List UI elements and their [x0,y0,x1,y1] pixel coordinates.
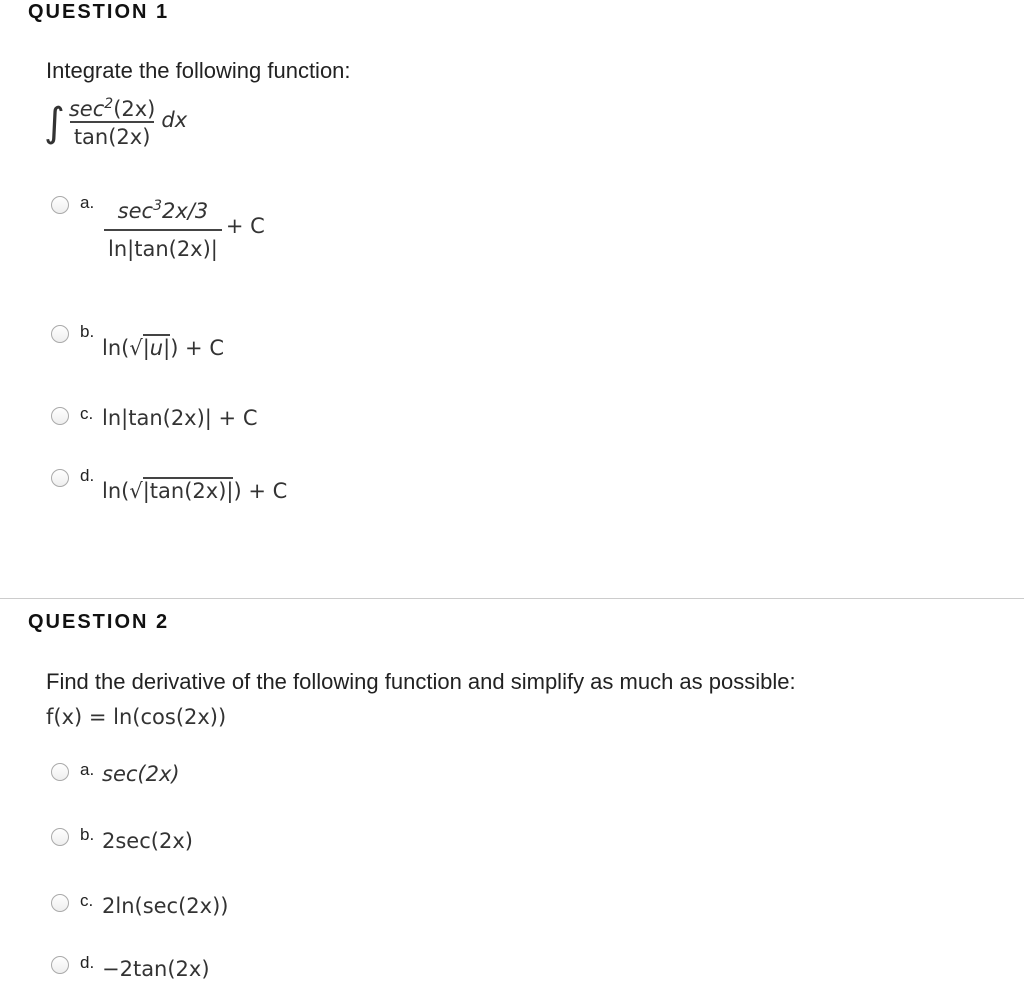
question-1-header: QUESTION 1 [28,1,170,23]
num-rest: 2x/3 [162,199,209,223]
q2-option-b-expr: 2sec(2x) [102,829,193,853]
denominator: ln|tan(2x)| [104,229,222,261]
q2-option-b-radio[interactable] [51,828,69,846]
q2-option-a-radio[interactable] [51,763,69,781]
divider [0,598,1024,599]
sec: sec [68,97,105,121]
exponent: 2 [104,96,114,112]
sec: sec [117,199,154,223]
q2-option-a-letter: a. [80,760,95,779]
q1-option-b-letter: b. [80,322,95,341]
q1-option-c-letter: c. [80,404,94,423]
question-2-function: f(x) = ln(cos(2x)) [46,705,227,729]
q2-option-d-radio[interactable] [51,956,69,974]
q2-option-c-radio[interactable] [51,894,69,912]
dx: dx [161,107,188,132]
q1-option-b-expr [102,336,224,360]
q1-option-a-radio[interactable] [51,196,69,214]
question-2-prompt: Find the derivative of the following function and simplify as much as possible: [46,669,796,694]
q1-option-b-radio[interactable] [51,325,69,343]
integral-expression [44,96,187,149]
q1-option-c-expr: ln|tan(2x)| + C [102,406,258,430]
plus-c: + C [225,213,265,238]
denominator: tan(2x) [70,121,155,149]
q1-option-a-letter: a. [80,193,95,212]
q1-option-d-letter: d. [80,466,95,485]
q2-option-c-letter: c. [80,891,94,910]
exponent: 3 [153,198,162,214]
q2-option-d-expr: −2tan(2x) [102,957,210,981]
ln-sqrt: ln(√ [102,336,143,360]
radicand: |tan(2x)| [142,479,234,503]
q2-option-a-expr: sec(2x) [102,762,180,786]
q2-option-d-letter: d. [80,953,95,972]
q1-option-c-radio[interactable] [51,407,69,425]
arg: (2x) [113,97,156,121]
q2-option-c-expr: 2ln(sec(2x)) [102,894,229,918]
q1-option-a-expr [104,198,265,261]
question-2-header: QUESTION 2 [28,611,170,633]
question-1-prompt: Integrate the following function: [46,58,351,83]
ln-sqrt: ln(√ [102,479,143,503]
tail: ) + C [170,336,224,360]
q1-option-d-radio[interactable] [51,469,69,487]
q2-option-b-letter: b. [80,825,95,844]
radicand: |u| [142,336,171,360]
tail: ) + C [233,479,288,503]
integral-sign: ∫ [44,99,65,146]
q1-option-d-expr [102,479,287,503]
integrand-fraction [65,96,160,149]
